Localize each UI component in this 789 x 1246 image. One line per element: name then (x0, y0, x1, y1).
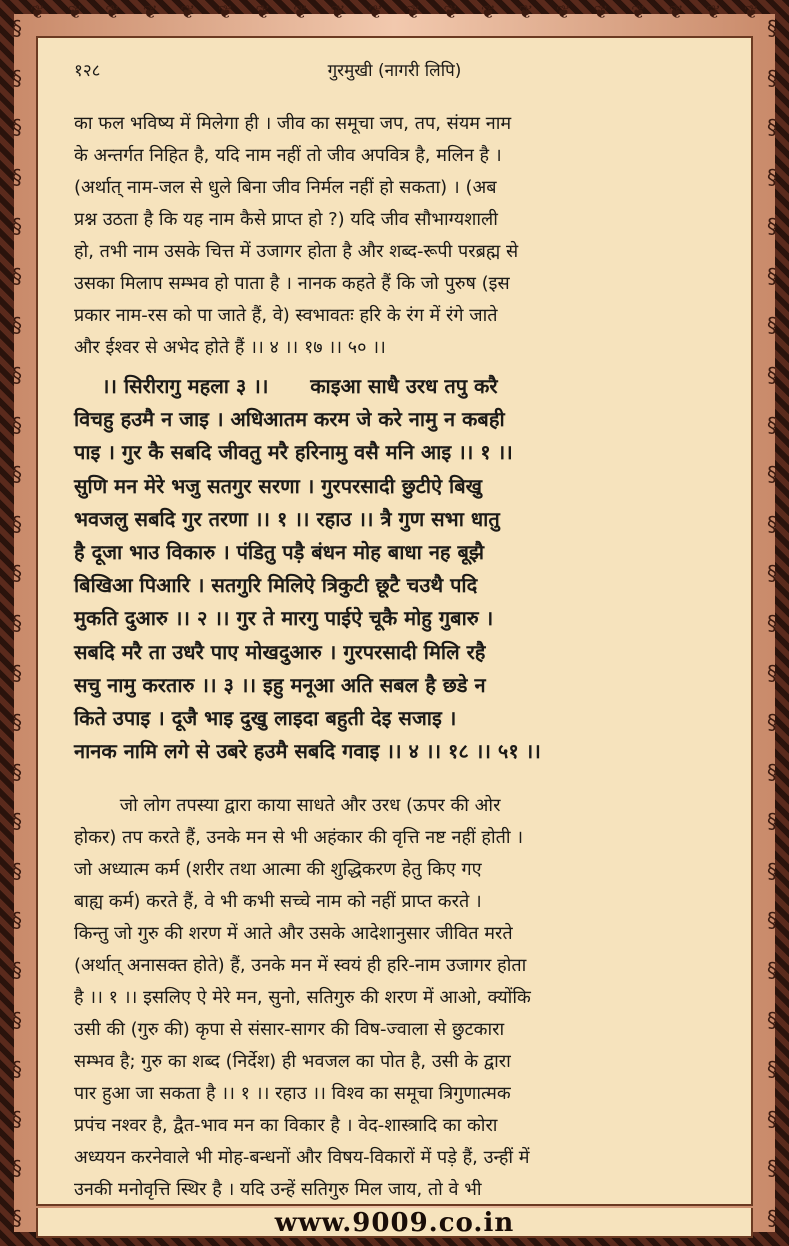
verse-line: पाइ । गुर कै सबदि जीवतु मरै हरिनामु वसै मनि आइ ।। १ ।। (74, 440, 513, 465)
text-line: उसका मिलाप सम्भव हो पाता है । नानक कहते हैं कि जो पुरुष (इस (74, 273, 510, 294)
page-title: गुरमुखी (नागरी लिपि) (327, 61, 462, 81)
verse-line: ।। सिरीरागु महला ३ ।। काइआ साधै उरध तपु करै (74, 374, 498, 398)
verse-line: मुकति दुआरु ।। २ ।। गुर ते मारगु पाईऐ चूकै मोहु गुबारु । (74, 606, 494, 631)
text-line: का फल भविष्य में मिलेगा ही । जीव का समूचा जप, तप, संयम नाम (74, 113, 512, 134)
text-line: हो, तभी नाम उसके चित्त में उजागर होता है और शब्द-रूपी परब्रह्म से (74, 241, 519, 262)
text-line: प्रकार नाम-रस को पा जाते हैं, वे) स्वभावतः हरि के रंग में रंगे जाते (74, 305, 498, 326)
text-line: जो अध्यात्म कर्म (शरीर तथा आत्मा की शुद्धिकरण हेतु किए गए (74, 859, 482, 880)
verse-line: भवजलु सबदि गुर तरणा ।। १ ।। रहाउ ।। त्रै गुण सभा धातु (74, 506, 500, 531)
text-line: उनकी मनोवृत्ति स्थिर है । यदि उन्हें सतिगुरु मिल जाय, तो वे भी (74, 1179, 482, 1200)
top-ornament: ❦ ❦ ❦ ❦ ❦ ❦ ❦ ❦ ❦ ❦ ❦ ❦ ❦ ❦ ❦ ❦ ❦ ❦ ❦ ❦ (30, 2, 759, 22)
verse-line: किते उपाइ । दूजै भाइ दुखु लाइदा बहुती देइ सजाइ । (74, 706, 457, 731)
verse-line: नानक नामि लगे से उबरे हउमै सबदि गवाइ ।। ४ ।। १८ ।। ५१ ।। (74, 739, 541, 764)
verse-line: सचु नामु करतारु ।। ३ ।। इहु मनूआ अति सबल है छडे न (74, 672, 486, 697)
text-line: पार हुआ जा सकता है ।। १ ।। रहाउ ।। विश्व का समूचा त्रिगुणात्मक (74, 1083, 511, 1104)
book-page (36, 36, 753, 1206)
text-line: और ईश्वर से अभेद होते हैं ।। ४ ।। १७ ।। ५० ।। (74, 337, 386, 358)
verse-line: विचहु हउमै न जाइ । अधिआतम करम जे करे नामु न कबही (74, 407, 505, 432)
left-ornament: § § § § § § § § § § § § § § § § § § § § § § § § § (12, 16, 22, 1230)
text-line: जो लोग तपस्या द्वारा काया साधते और उरध (ऊपर की ओर (74, 795, 501, 816)
page-number: १२८ (74, 61, 101, 81)
verse-line: बिखिआ पिआरि । सतगुरि मिलिऐ त्रिकुटी छूटै चउथै पदि (74, 573, 478, 598)
text-line: बाह्य कर्म) करते हैं, वे भी कभी सच्चे नाम को नहीं प्राप्त करते । (74, 891, 482, 912)
text-line: प्रपंच नश्वर है, द्वैत-भाव मन का विकार है । वेद-शास्त्रादि का कोरा (74, 1115, 498, 1136)
gurbani-verse (74, 370, 715, 768)
commentary-paragraph-1 (74, 108, 715, 364)
text-line: किन्तु जो गुरु की शरण में आते और उसके आदेशानुसार जीवित मरते (74, 923, 513, 944)
commentary-paragraph-2 (74, 790, 715, 1206)
text-line: (अर्थात् अनासक्त होते) हैं, उनके मन में स्वयं ही हरि-नाम उजागर होता (74, 955, 527, 976)
text-line: सम्भव है; गुरु का शब्द (निर्देश) ही भवजल का पोत है, उसी के द्वारा (74, 1051, 511, 1072)
page-header (38, 58, 751, 84)
text-line: प्रश्न उठता है कि यह नाम कैसे प्राप्त हो ?) यदि जीव सौभाग्यशाली (74, 209, 498, 230)
text-line: अध्ययन करनेवाले भी मोह-बन्धनों और विषय-विकारों में पड़े हैं, उन्हीं में (74, 1147, 530, 1168)
text-line: होकर) तप करते हैं, उनके मन से भी अहंकार की वृत्ति नष्ट नहीं होती । (74, 827, 524, 848)
website-url[interactable]: www.9009.co.in (274, 1208, 515, 1238)
text-line: उसी की (गुरु की) कृपा से संसार-सागर की विष-ज्वाला से छुटकारा (74, 1019, 505, 1040)
verse-line: सुणि मन मेरे भजु सतगुर सरणा । गुरपरसादी छुटीऐ बिखु (74, 473, 482, 498)
text-line: के अन्तर्गत निहित है, यदि नाम नहीं तो जीव अपवित्र है, मलिन है । (74, 145, 502, 166)
text-line: है ।। १ ।। इसलिए ऐ मेरे मन, सुनो, सतिगुरु की शरण में आओ, क्योंकि (74, 987, 531, 1008)
verse-line: है दूजा भाउ विकारु । पंडितु पड़ै बंधन मोह बाधा नह बूझै (74, 540, 485, 565)
right-ornament: § § § § § § § § § § § § § § § § § § § § § § § § § (767, 16, 777, 1230)
footer-bar (36, 1208, 753, 1238)
verse-line: सबदि मरै ता उधरै पाए मोखदुआरु । गुरपरसादी मिलि रहै (74, 639, 486, 664)
text-line: (अर्थात् नाम-जल से धुले बिना जीव निर्मल नहीं हो सकता) । (अब (74, 177, 497, 198)
